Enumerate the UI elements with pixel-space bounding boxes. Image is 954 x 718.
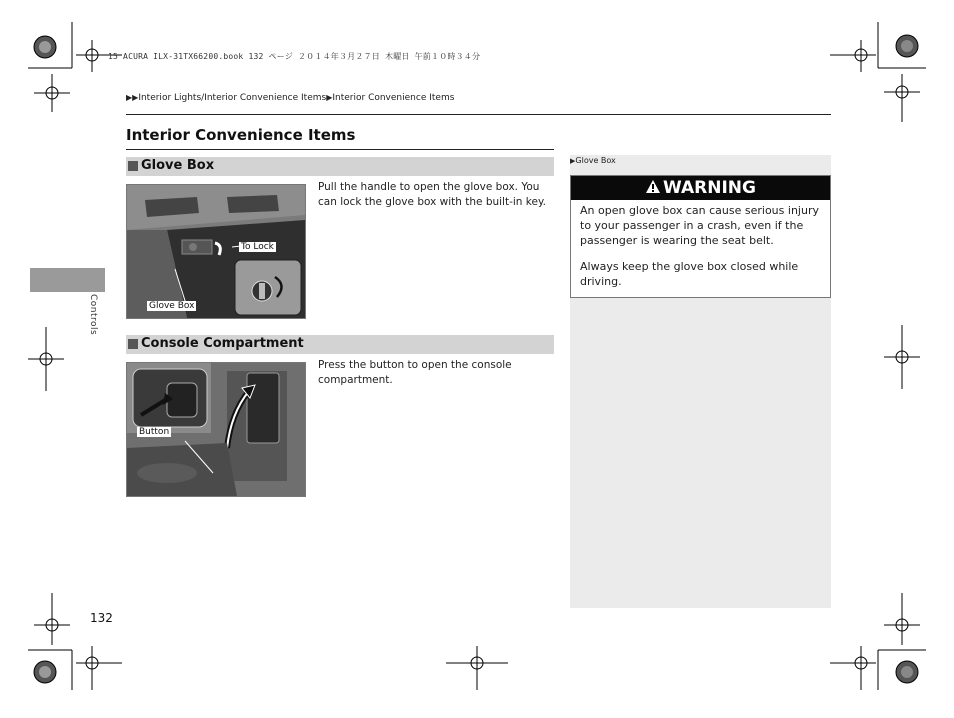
breadcrumb-arrows: ▶▶ <box>126 93 139 102</box>
callout-button: Button <box>139 427 170 437</box>
warning-paragraph-2: Always keep the glove box closed while driving. <box>580 260 799 288</box>
page-title: Interior Convenience Items <box>126 126 356 144</box>
callout-to-lock: To Lock <box>241 242 274 252</box>
reference-arrow-icon: ▶ <box>570 157 576 165</box>
breadcrumb <box>126 93 454 103</box>
section-heading-glove-box <box>126 157 554 176</box>
glove-box-description: Pull the handle to open the glove box. You can lock the glove box with the built-in key. <box>318 181 547 208</box>
console-description: Press the button to open the console compartment. <box>318 359 512 386</box>
warning-title: WARNING <box>663 178 756 198</box>
sidebar-reference-label: Glove Box <box>575 156 616 165</box>
section-square-icon <box>128 161 138 171</box>
callout-glove-box: Glove Box <box>149 301 195 311</box>
warning-header <box>571 176 830 200</box>
section-square-icon <box>128 339 138 349</box>
section-heading-label: Console Compartment <box>141 336 304 351</box>
glove-box-drawing <box>127 185 305 318</box>
breadcrumb-parent-link[interactable]: Interior Lights/Interior Convenience Items <box>138 93 327 103</box>
header-rule <box>126 114 831 115</box>
section-heading-label: Glove Box <box>141 158 215 173</box>
glove-box-illustration <box>126 184 306 319</box>
warning-box <box>570 175 831 298</box>
page-number: 132 <box>90 611 113 625</box>
warning-paragraph-1: An open glove box can cause serious injury to your passenger in a crash, even if the passenger is wearing the seat belt. <box>580 204 819 247</box>
breadcrumb-current: Interior Convenience Items <box>332 93 455 103</box>
chapter-tab-label: Controls <box>88 294 98 336</box>
warning-triangle-icon <box>645 179 661 194</box>
print-header: 15 ACURA ILX-31TX66200.book 132 ページ ２０１４年３月２７日 木曜日 午前１０時３４分 <box>108 52 481 61</box>
sidebar-reference[interactable] <box>570 156 616 165</box>
chapter-tab[interactable] <box>30 268 105 292</box>
breadcrumb-separator: ▶ <box>326 93 333 102</box>
title-rule <box>126 149 554 150</box>
section-heading-console <box>126 335 554 354</box>
